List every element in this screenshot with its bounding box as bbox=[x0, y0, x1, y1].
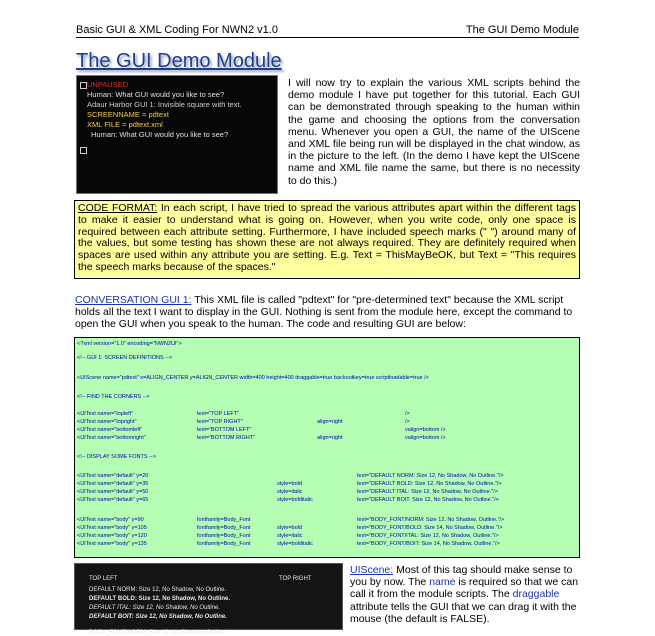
xml-code-line: text="BODY_FONT/BOLD: Size 14, No Shadow, Outline."/> bbox=[357, 525, 503, 531]
xml-code-line: fontfamily=Body_Font bbox=[197, 517, 251, 523]
name-attribute-term: name bbox=[429, 576, 456, 589]
gui-font-sample: BODY_FONT/NORM: Size 12, No Shadow, Outline. bbox=[89, 630, 228, 636]
xml-code-line: <UIText name="default" y=35 bbox=[77, 481, 149, 487]
xml-code-line: text="DEFAULT NORM: Size 12, No Shadow, No Outline."/> bbox=[357, 473, 504, 479]
xml-code-line: align=right bbox=[317, 435, 343, 441]
code-format-body: In each script, I have tried to spread the various attributes apart within the different tags to make it easier to understand what is going on. However, when you write code, only one space is required between each attribute setting. Furthermore, I have included speech marks (" ") around many of the values, but some testing has shown these are not always required. They are definitely required when spaces are used within any attribute you are setting. E.g. Text = ThisMayBeOK, but Text = "This requires the speech marks because of the spaces." bbox=[78, 202, 576, 273]
chat-line: SCREENNAME = pdtext bbox=[87, 110, 169, 119]
gui-result-screenshot bbox=[74, 563, 343, 636]
xml-code-line: text="BOTTOM RIGHT" bbox=[197, 435, 256, 441]
xml-code-line: text="DEFAULT BOIT: Size 12, No Shadow, No Outline."/> bbox=[357, 497, 499, 503]
xml-code-line: style=bold bbox=[277, 481, 302, 487]
uiscene-text: attribute tells the GUI that we can drag it with the mouse (the default is FALSE). bbox=[350, 600, 577, 625]
uiscene-text: Most of this tag should make sense to you by now. The bbox=[350, 564, 573, 589]
xml-code-line: fontfamily=Body_Font bbox=[197, 533, 251, 539]
code-format-heading: CODE FORMAT: bbox=[78, 202, 158, 214]
xml-code-line: <UIText name="bottomright" bbox=[77, 435, 146, 441]
chat-line: Human: What GUI would you like to see? bbox=[87, 90, 225, 99]
xml-code-line: <UIText name="topright" bbox=[77, 419, 137, 425]
uiscene-heading: UIScene: bbox=[350, 564, 394, 576]
xml-code-line: <!-- DISPLAY SOME FONTS --> bbox=[77, 454, 156, 460]
xml-code-line: text="BODY_FONT/BOIT: Size 14, No Shadow, Outline."/> bbox=[357, 541, 500, 547]
chat-toggle-icon bbox=[80, 147, 87, 154]
chat-line: Adaur Harbor GUI 1: Invisible square with text. bbox=[87, 100, 242, 109]
gui-font-sample: DEFAULT ITAL: Size 12, No Shadow, No Outline. bbox=[89, 605, 221, 611]
intro-paragraph: I will now try to explain the various XML scripts behind the demo module I have put together for this tutorial. Each GUI can be demonstrated through speaking to the human within the game and choosing the options from the conversation menu. Whenever you open a GUI, the name of the UIScene and XML file being run will be displayed in the chat window, as in the picture to the left. (In the demo I have kept the UIScene name and XML file name the same, but there is no necessity to do this.) bbox=[288, 77, 580, 187]
gui-font-sample: DEFAULT NORM: Size 12, No Shadow, No Outline. bbox=[89, 587, 227, 593]
xml-code-line: text="DEFAULT ITAL: Size 12, No Shadow, No Outline."/> bbox=[357, 489, 498, 495]
xml-code-line: style=bolditalic bbox=[277, 497, 313, 503]
xml-code-line: align=right bbox=[317, 419, 343, 425]
header-divider bbox=[76, 37, 579, 38]
xml-code-line: <UIText name="body" y=90 bbox=[77, 517, 144, 523]
xml-code-line: <UIText name="body" y=105 bbox=[77, 525, 147, 531]
xml-code-line: text="DEFAULT BOLD: Size 12, No Shadow, No Outline."/> bbox=[357, 481, 502, 487]
xml-code-block bbox=[74, 337, 580, 558]
chat-toggle-icon bbox=[80, 82, 87, 89]
xml-code-line: <UIText name="default" y=65 bbox=[77, 497, 149, 503]
xml-code-line: text="BODY_FONT/NORM: Size 12, No Shadow, Outline."/> bbox=[357, 517, 505, 523]
uiscene-text: is required so that we can call it from the module scripts. The bbox=[350, 576, 579, 601]
conversation-body: This XML file is called "pdtext" for "pre-determined text" because the XML script holds all the text I want to display in the GUI. Nothing is sent from the module here, except the command to open the GUI when you speak to the human. The code and resulting GUI are below: bbox=[75, 294, 573, 330]
uiscene-paragraph bbox=[350, 564, 580, 625]
conversation-paragraph bbox=[75, 294, 580, 330]
xml-code-line: <UIText name="topleft" bbox=[77, 411, 134, 417]
gui-font-sample: DEFAULT BOLD: Size 12, No Shadow, No Outline. bbox=[89, 596, 231, 602]
xml-code-line: style=bold bbox=[277, 525, 302, 531]
gui-font-sample: DEFAULT BOIT: Size 12, No Shadow, No Outline. bbox=[89, 614, 227, 620]
header-doc-title: Basic GUI & XML Coding For NWN2 v1.0 bbox=[76, 24, 278, 36]
xml-code-line: <UIText name="default" y=20 bbox=[77, 473, 149, 479]
xml-code-line: /> bbox=[405, 411, 410, 417]
xml-code-line: <UIText name="body" y=120 bbox=[77, 533, 147, 539]
gui-top-right-label: TOP RIGHT bbox=[279, 576, 312, 582]
chat-line: UNPAUSED bbox=[87, 80, 129, 89]
page-title: The GUI Demo Module bbox=[76, 50, 282, 72]
xml-code-line: <!-- FIND THE CORNERS --> bbox=[77, 394, 150, 400]
code-format-note bbox=[74, 200, 580, 279]
xml-code-line: text="TOP RIGHT" bbox=[197, 419, 243, 425]
header-section-title: The GUI Demo Module bbox=[465, 24, 579, 36]
xml-code-line: <UIScene name="pdtext" x=ALIGN_CENTER y=ALIGN_CENTER width=400 height=400 draggable=true backoutkey=true scriptloadable=true /> bbox=[77, 375, 429, 381]
xml-code-line: fontfamily=Body_Font bbox=[197, 541, 251, 547]
chat-window-screenshot bbox=[76, 75, 278, 194]
xml-code-line: <UIText name="default" y=50 bbox=[77, 489, 149, 495]
xml-code-line: <?xml version="1.0" encoding="NWN2UI"> bbox=[77, 341, 182, 347]
xml-code-line: style=bolditalic bbox=[277, 541, 313, 547]
xml-code-line: /> bbox=[405, 419, 410, 425]
xml-code-line: text="TOP LEFT" bbox=[197, 411, 240, 417]
gui-top-left-label: TOP LEFT bbox=[89, 576, 118, 582]
xml-code-line: text="BOTTOM LEFT" bbox=[197, 427, 252, 433]
xml-code-line: <UIText name="bottomleft" bbox=[77, 427, 143, 433]
chat-line: Human: What GUI would you like to see? bbox=[91, 130, 229, 139]
xml-code-line: text="BODY_FONT/ITAL: Size 12, No Shadow, Outline."/> bbox=[357, 533, 499, 539]
xml-code-line: <UIText name="body" y=135 bbox=[77, 541, 147, 547]
conversation-gui-link[interactable]: CONVERSATION GUI 1: bbox=[75, 294, 192, 306]
xml-code-line: style=italic bbox=[277, 489, 303, 495]
xml-code-line: fontfamily=Body_Font bbox=[197, 525, 251, 531]
draggable-attribute-term: draggable bbox=[512, 588, 560, 601]
xml-code-line: valign=bottom /> bbox=[405, 427, 446, 433]
chat-line: XML FILE = pdtext.xml bbox=[87, 120, 163, 129]
xml-code-line: valign=bottom /> bbox=[405, 435, 446, 441]
xml-code-line: style=italic bbox=[277, 533, 303, 539]
xml-code-line: <!-- GUI 1: SCREEN DEFINITIONS --> bbox=[77, 355, 173, 361]
